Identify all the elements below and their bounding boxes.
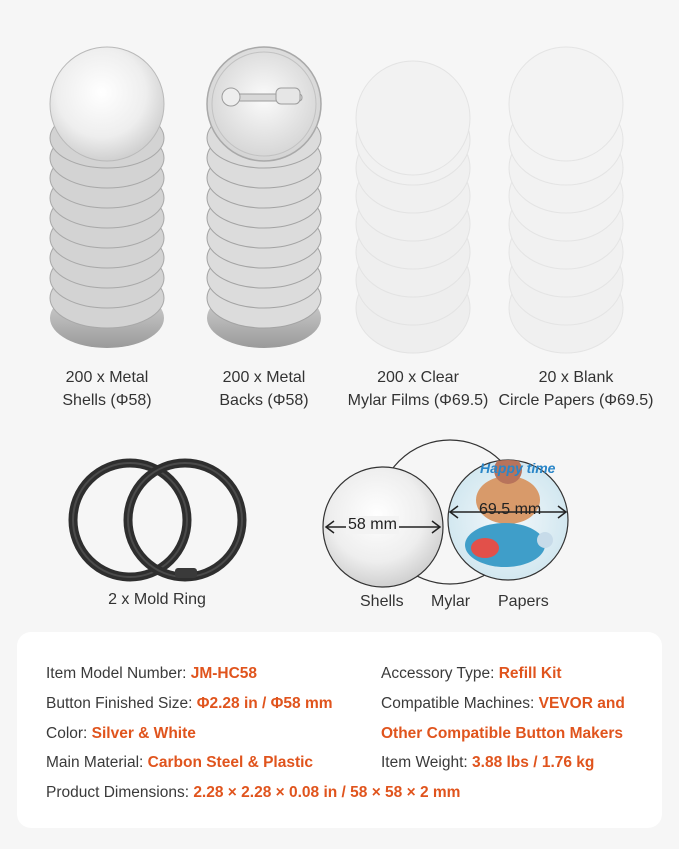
mylar-films-stack (356, 61, 470, 353)
label-mold-ring: 2 x Mold Ring (108, 591, 206, 608)
spec-model: Item Model Number: JM-HC58 (46, 665, 258, 682)
label-mylar-films: 200 x Clear Mylar Films (Φ69.5) (347, 369, 489, 409)
mylar-size-text: 69.5 mm (479, 501, 542, 518)
label-circle-papers: 20 x Blank Circle Papers (Φ69.5) (498, 369, 654, 409)
metal-shells-stack (50, 47, 164, 348)
metal-backs-stack (207, 47, 321, 348)
artwork-text: Happy time (480, 460, 556, 476)
shell-size-text: 58 mm (348, 516, 397, 533)
spec-finished-size: Button Finished Size: Φ2.28 in / Φ58 mm (46, 695, 333, 712)
spec-material: Main Material: Carbon Steel & Plastic (46, 754, 314, 771)
spec-compatible-machines-cont: Other Compatible Button Makers (381, 725, 623, 742)
diagram-label-mylar: Mylar (431, 593, 471, 610)
diagram-label-papers: Papers (498, 593, 549, 610)
mold-rings (73, 463, 242, 578)
circle-papers-stack (509, 47, 623, 353)
spec-item-weight: Item Weight: 3.88 lbs / 1.76 kg (381, 754, 595, 771)
spec-accessory-type: Accessory Type: Refill Kit (381, 665, 562, 682)
spec-compatible-machines: Compatible Machines: VEVOR and (381, 695, 625, 712)
label-metal-shells: 200 x Metal Shells (Φ58) (62, 369, 152, 409)
label-metal-backs: 200 x Metal Backs (Φ58) (219, 369, 309, 409)
specifications-card (17, 632, 662, 828)
spec-dimensions: Product Dimensions: 2.28 × 2.28 × 0.08 in / 58 × 58 × 2 mm (46, 784, 461, 801)
spec-color: Color: Silver & White (46, 725, 196, 742)
diagram-label-shells: Shells (360, 593, 404, 610)
